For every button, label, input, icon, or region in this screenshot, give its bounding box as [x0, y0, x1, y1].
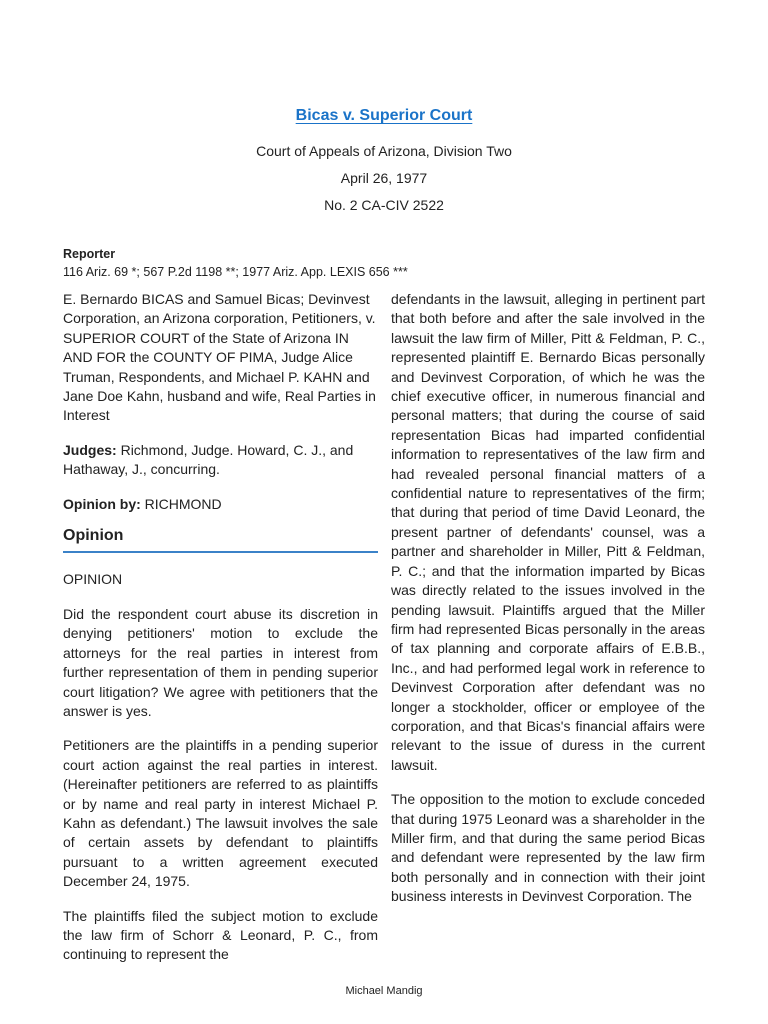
opinion-paragraph: Petitioners are the plaintiffs in a pending superior court action against the real parties in interest. (Hereinafter petitioners are referred to as plaintiffs or by name and real party in interest Michael P. Kahn as defendant.) The lawsuit involves the sale of certain assets by defendant to plaintiffs pursuant to a written agreement executed December 24, 1975. — [63, 737, 378, 890]
decision-date: April 26, 1977 — [340, 170, 428, 186]
judges-line — [63, 441, 378, 480]
opinion-paragraph: The opposition to the motion to exclude conceded that during 1975 Leonard was a shareholder in the Miller firm, and that during the same period Bicas and defendant were represented by the law firm both personally and in connection with their joint business interests in Devinvest Corporation. The — [391, 791, 705, 905]
judges-value: Richmond, Judge. Howard, C. J., and Hathaway, J., concurring. — [63, 441, 354, 478]
opinion-by-label: Opinion by: — [63, 495, 141, 512]
opinion-subheading: OPINION — [63, 571, 123, 588]
parties: E. Bernardo BICAS and Samuel Bicas; Devinvest Corporation, an Arizona corporation, Petitioners, v. SUPERIOR COURT of the State of Arizona IN AND FOR the COUNTY OF PIMA, Judge Alice Truman, Respondents, and Michael P. KAHN and Jane Doe Kahn, husband and wife, Real Parties in Interest — [63, 291, 376, 424]
page-footer: Michael Mandig — [345, 985, 423, 997]
opinion-by-value: RICHMOND — [140, 495, 222, 512]
opinion-paragraph: Did the respondent court abuse its discretion in denying petitioners' motion to exclude the attorneys for the real parties in interest from further representation of them in pending superior court litigation? We agree with petitioners that the answer is yes. — [63, 605, 378, 719]
right-column — [391, 290, 705, 907]
opinion-heading: Opinion — [63, 526, 378, 553]
opinion-by-line — [63, 495, 378, 514]
reporter-citation: 116 Ariz. 69 *; 567 P.2d 1198 **; 1977 Ariz. App. LEXIS 656 *** — [63, 265, 408, 279]
docket-number: No. 2 CA-CIV 2522 — [324, 197, 444, 213]
opinion-paragraph: The plaintiffs filed the subject motion to exclude the law firm of Schorr & Leonard, P. C., from continuing to represent the — [63, 907, 378, 963]
case-title[interactable]: Bicas v. Superior Court — [295, 107, 473, 124]
court-name: Court of Appeals of Arizona, Division Two — [256, 143, 512, 159]
left-column — [63, 290, 378, 965]
opinion-paragraph: defendants in the lawsuit, alleging in pertinent part that both before and after the sale involved in the lawsuit the law firm of Miller, Pitt & Feldman, P. C., represented plaintiff E. Bernardo Bicas personally and Devinvest Corporation, of which he was the chief executive officer, in numerous financial and personal matters; that during the course of said representation Bicas had imparted confidential information to representatives of the law firm and had revealed personal financial matters of a confidential nature to representatives of the firm; that during that period of time David Leonard, the present partner of defendants' counsel, was a partner and shareholder in Miller, Pitt & Feldman, P. C.; and that the information imparted by Bicas was directly related to the issues involved in the pending lawsuit. Plaintiffs argued that the Miller firm had represented Bicas personally in the areas of tax planning and corporate affairs of E.B.B., Inc., and had performed legal work in reference to Devinvest Corporation after defendant was no longer a stockholder, officer or employee of the corporation, and that Bicas's financial affairs were relevant to the issue of duress in the current lawsuit. — [391, 291, 705, 773]
reporter-heading: Reporter — [63, 247, 116, 261]
judges-label: Judges: — [63, 441, 117, 458]
